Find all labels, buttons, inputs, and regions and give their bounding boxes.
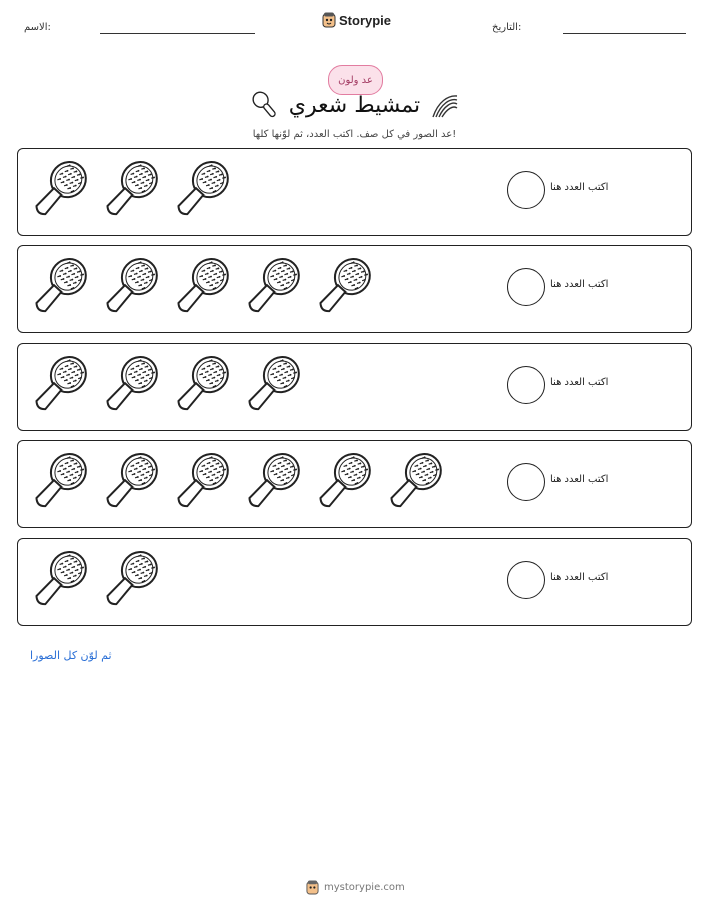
hairbrush-icon[interactable] [168,352,234,418]
hairbrush-icon[interactable] [26,157,92,223]
logo-text: Storypie [339,12,392,28]
hairbrush-icon[interactable] [97,254,163,320]
hairbrush-icon[interactable] [239,254,305,320]
hairbrush-icon[interactable] [97,547,163,613]
answer-circle[interactable] [507,463,545,501]
worksheet-title: تمشيط شعري [288,93,421,118]
color-instruction: ثم لوّن كل الصورا [30,649,112,662]
hairbrush-icon[interactable] [26,547,92,613]
answer-circle[interactable] [507,366,545,404]
counting-row [17,245,692,333]
hairbrush-icon[interactable] [168,254,234,320]
hairbrush-icon[interactable] [168,449,234,515]
write-number-prompt: اكتب العدد هنا [550,279,609,290]
storypie-logo-icon [322,12,336,28]
write-number-prompt: اكتب العدد هنا [550,474,609,485]
counting-row [17,440,692,528]
date-label: التاريخ: [492,22,522,33]
name-label: الاسم: [24,22,51,33]
hairbrush-icon[interactable] [168,157,234,223]
hair-strand-icon [430,92,460,120]
hairbrush-icon[interactable] [310,254,376,320]
hairbrush-icon[interactable] [381,449,447,515]
hairbrush-icon[interactable] [26,254,92,320]
write-number-prompt: اكتب العدد هنا [550,377,609,388]
counting-row [17,343,692,431]
write-number-prompt: اكتب العدد هنا [550,182,609,193]
worksheet-instructions: عد الصور في كل صف. اكتب العدد، ثم لوّنها كلها! [252,129,457,140]
hairbrush-icon[interactable] [97,157,163,223]
answer-circle[interactable] [507,268,545,306]
hairbrush-icon[interactable] [97,449,163,515]
hairbrush-icon[interactable] [239,449,305,515]
answer-circle[interactable] [507,171,545,209]
answer-circle[interactable] [507,561,545,599]
hairbrush-icon[interactable] [310,449,376,515]
counting-row [17,148,692,236]
site-footer [306,880,405,895]
write-number-prompt: اكتب العدد هنا [550,572,609,583]
hairbrush-icon[interactable] [239,352,305,418]
hairbrush-icon[interactable] [97,352,163,418]
hairbrush-icon[interactable] [26,352,92,418]
counting-row [17,538,692,626]
date-line[interactable] [563,33,686,34]
storypie-logo-icon [306,880,319,895]
count-and-color-badge: عد ولون [328,65,383,95]
hairbrush-icon[interactable] [26,449,92,515]
storypie-logo [322,12,391,28]
site-url: mystorypie.com [324,882,405,893]
name-line[interactable] [100,33,255,34]
